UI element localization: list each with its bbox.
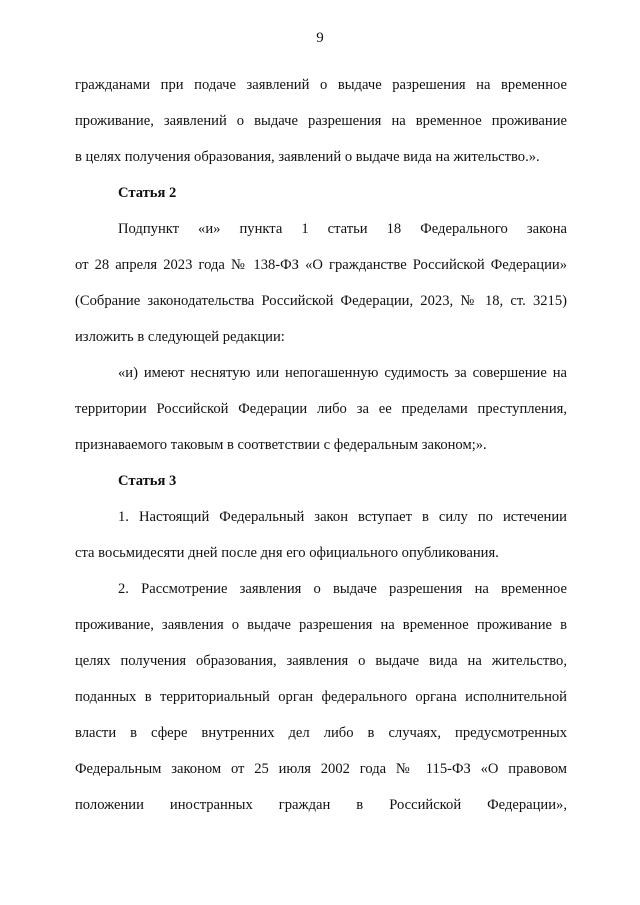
text-line: (Собрание законодательства Российской Федерации, 2023, № 18, ст. 3215) bbox=[75, 293, 567, 309]
text-line: проживание, заявлений о выдаче разрешения на временное проживание bbox=[75, 113, 567, 129]
article-heading: Статья 2 bbox=[118, 185, 177, 201]
text-line: Федеральным законом от 25 июля 2002 года № 115-ФЗ «О правовом bbox=[75, 761, 567, 777]
page-number: 9 bbox=[316, 30, 324, 46]
text-line: изложить в следующей редакции: bbox=[75, 329, 285, 345]
text-line: Подпункт «и» пункта 1 статьи 18 Федерального закона bbox=[118, 221, 567, 237]
text-line: 1. Настоящий Федеральный закон вступает в силу по истечении bbox=[118, 509, 567, 525]
text-line: целях получения образования, заявления о выдаче вида на жительство, bbox=[75, 653, 567, 669]
text-line: в целях получения образования, заявлений о выдаче вида на жительство.». bbox=[75, 149, 540, 165]
text-line: территории Российской Федерации либо за ее пределами преступления, bbox=[75, 401, 567, 417]
text-line: признаваемого таковым в соответствии с федеральным законом;». bbox=[75, 437, 487, 453]
text-line: 2. Рассмотрение заявления о выдаче разрешения на временное bbox=[118, 581, 567, 597]
text-line: «и) имеют неснятую или непогашенную судимость за совершение на bbox=[118, 365, 567, 381]
text-line: проживание, заявления о выдаче разрешения на временное проживание в bbox=[75, 617, 567, 633]
text-line: гражданами при подаче заявлений о выдаче разрешения на временное bbox=[75, 77, 567, 93]
text-line: ста восьмидесяти дней после дня его официального опубликования. bbox=[75, 545, 499, 561]
text-line: от 28 апреля 2023 года № 138-ФЗ «О гражданстве Российской Федерации» bbox=[75, 257, 567, 273]
article-heading: Статья 3 bbox=[118, 473, 177, 489]
text-line: поданных в территориальный орган федерального органа исполнительной bbox=[75, 689, 567, 705]
text-line: власти в сфере внутренних дел либо в случаях, предусмотренных bbox=[75, 725, 567, 741]
text-line: положении иностранных граждан в Российской Федерации», bbox=[75, 797, 567, 813]
